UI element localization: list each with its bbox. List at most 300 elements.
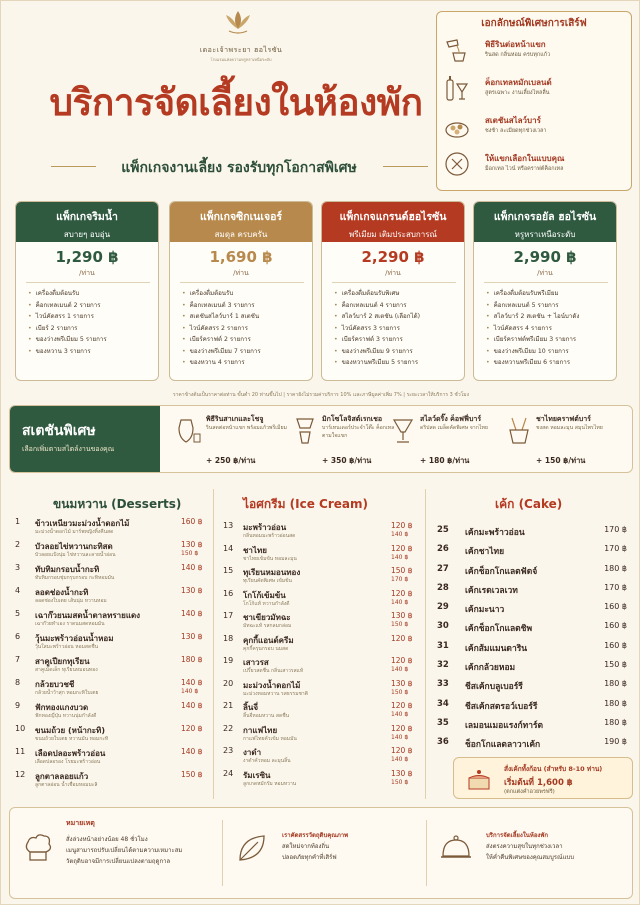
- menu-name: ขนมถ้วย (หน้ากะทิ): [35, 726, 105, 735]
- menu-name: กาแฟไทย: [243, 725, 278, 735]
- menu-number: 24: [223, 768, 234, 778]
- cake-name: เค้กมะนาว: [465, 605, 505, 616]
- cake-name: เค้กเรดเวลเวท: [465, 585, 518, 596]
- cake-number: 27: [437, 563, 449, 574]
- menu-price-alt: 140 ฿: [391, 553, 409, 561]
- menu-desc: ลอดช่องใบเตย เส้นนุ่ม หวานหอม: [35, 598, 107, 604]
- package-items: [28, 288, 156, 357]
- cake-price: 180 ฿: [604, 698, 627, 708]
- menu-number: 21: [223, 701, 234, 710]
- menu-number: 2: [15, 540, 21, 549]
- menu-number: 22: [223, 723, 234, 733]
- menu-name: ฟักทองแกงบวด: [35, 703, 89, 712]
- menu-row: [15, 724, 205, 747]
- menu-desc: ชาไทยเข้มข้น หอมละมุน: [243, 555, 297, 562]
- whole-cake-price: เริ่มต้นที่ 1,600 ฿: [504, 778, 573, 788]
- menu-number: 12: [15, 770, 26, 779]
- menu-desc: ลูกตาลอ่อน น้ำเชื่อมหอมมะลิ: [35, 782, 98, 788]
- package-item: • ค็อกเทลเมนต์ 5 รายการ: [486, 300, 614, 312]
- menu-price-alt: 140 ฿: [391, 598, 409, 606]
- menu-desc: กลิ่นหอมมะพร้าวอ่อนสด: [243, 533, 296, 539]
- menu-price-alt: 170 ฿: [391, 576, 409, 583]
- cake-name: ช็อกโกแลตลาวาเค้ก: [465, 740, 541, 751]
- menu-name: บัวลอยไข่หวานกะทิสด: [35, 542, 113, 551]
- menu-price: 140 ฿: [181, 563, 203, 572]
- note-line: เมนูสามารถปรับเปลี่ยนได้ตามความเหมาะสม: [66, 847, 183, 854]
- brand-name: เดอะเจ้าพระยา ฮอไรซัน: [199, 46, 283, 54]
- menu-desc: เลือดปลอรอง โรยมะพร้าวอ่อน: [35, 759, 101, 765]
- lotus-logo-icon: [223, 9, 253, 37]
- station-price: + 250 ฿/ท่าน: [206, 456, 256, 465]
- package-unit: /ท่าน: [79, 269, 95, 277]
- feature-desc: ม็อกเทล ไวน์ หรือคราฟต์ค็อกเทล: [485, 166, 564, 172]
- menu-price-alt: 140 ฿: [391, 711, 409, 718]
- station-name: มิกโซโลจิสต์เรกเชอ: [322, 415, 383, 423]
- feature-desc: รินสด กลิ่นหอม ครบทุกแก้ว: [485, 52, 551, 58]
- page-subtitle: แพ็กเกจงานเลี้ยง รองรับทุกโอกาสพิเศษ: [121, 160, 357, 176]
- station-price: + 350 ฿/ท่าน: [322, 456, 372, 465]
- package-items: [334, 288, 462, 369]
- menu-number: 10: [15, 724, 26, 733]
- package-header: [170, 202, 312, 242]
- cake-price: 190 ฿: [604, 737, 627, 747]
- package-subtitle: สบายๆ อบอุ่น: [63, 230, 111, 239]
- package-item: • เบียร์คราฟต์ 3 รายการ: [334, 334, 462, 346]
- thai-tea-icon: [506, 416, 532, 446]
- cake-name: เลมอนเมอแรงก์ทาร์ต: [465, 720, 544, 731]
- footer-quality: [224, 808, 424, 898]
- cake-name: ชีสเค้กสตรอว์เบอร์รี: [465, 701, 538, 712]
- package-item: • ไวน์คัดสรร 3 รายการ: [334, 323, 462, 335]
- service-line: บริการจัดเลี้ยงในห้องพัก: [486, 832, 548, 839]
- cake-name: เค้กช็อกโกแลตฟัดจ์: [465, 566, 538, 577]
- cake-number: 31: [437, 640, 449, 651]
- menu-price: 120 ฿: [391, 521, 413, 530]
- menu-name: ลิ้นจี่: [243, 703, 259, 712]
- package-item: • ของหวาน 4 รายการ: [182, 357, 310, 369]
- cake-number: 36: [437, 737, 449, 748]
- package-header: [16, 202, 158, 242]
- cake-icon: [464, 764, 494, 794]
- station-item: [506, 412, 621, 470]
- brand-tagline: โรงแรมแห่งความหรูหราเหนือระดับ: [210, 57, 272, 62]
- menu-price: 130 ฿: [391, 678, 413, 688]
- cake-price: 170 ฿: [604, 525, 627, 534]
- package-unit: /ท่าน: [537, 269, 553, 277]
- menu-number: 11: [15, 747, 26, 756]
- menu-price: 130 ฿: [391, 768, 413, 778]
- package-card: [473, 201, 617, 381]
- menu-name: โกโก้เข้มข้น: [243, 590, 286, 600]
- package-item: • ของหวาน 3 รายการ: [28, 346, 156, 358]
- menu-desc: เฉาก๊วยทำเอง ราดนมสดหอมมัน: [35, 621, 105, 627]
- menu-name: ชาเขียวมัทฉะ: [243, 613, 291, 622]
- package-subtitle: สมดุล ครบครัน: [214, 230, 268, 239]
- package-item: • ไวน์คัดสรร 2 รายการ: [182, 323, 310, 335]
- menu-name: งาดำ: [243, 748, 262, 757]
- menu-desc: กาแฟไทยคั่วเข้ม หอมมัน: [243, 735, 297, 742]
- menu-number: 7: [15, 655, 21, 664]
- menu-name: เลือดปลอะพร้าวอ่อน: [35, 749, 106, 758]
- package-item: • ของหวานพรีเมียม 6 รายการ: [486, 357, 614, 369]
- menu-name: ชาไทย: [243, 545, 267, 555]
- quality-list: [282, 830, 348, 863]
- menu-number: 18: [223, 633, 234, 643]
- cocktail-icon: [443, 74, 471, 102]
- package-card: [15, 201, 159, 381]
- cake-row: [437, 660, 627, 679]
- menu-desc: มะม่วงน้ำดอกไม้ มาร์พหญิงทิ้งคืนสด: [35, 529, 114, 535]
- menu-number: 5: [15, 609, 21, 618]
- note-line: สั่งล่วงหน้าอย่างน้อย 48 ชั่วโมง: [66, 836, 148, 843]
- menu-number: 23: [223, 746, 234, 755]
- menu-number: 19: [223, 656, 234, 665]
- menu-desc: วุ้นใสมะพร้าวอ่อน หอมสดชื่น: [35, 644, 99, 650]
- package-item: • เครื่องดื่มต้อนรับ: [182, 288, 310, 300]
- footer-notes: [10, 808, 220, 898]
- stations-label: [10, 406, 160, 472]
- icecream-heading: [243, 493, 368, 511]
- menu-desc: ทับทิมกรอบชุ่มกรุบกรอบ กะทิหอมมัน: [35, 575, 115, 581]
- package-divider: [332, 282, 456, 283]
- package-item: • เครื่องดื่มต้อนรับ: [28, 288, 156, 300]
- cake-price: 160 ฿: [604, 621, 627, 631]
- service-line: ให้ค่ำคืนพิเศษของคุณสมบูรณ์แบบ: [486, 854, 575, 861]
- desserts-heading: [53, 493, 181, 511]
- special-stations: [9, 405, 633, 473]
- menu-price-alt: 150 ฿: [181, 550, 199, 557]
- menu-name: วุ้นมะพร้าวอ่อนน้ำหอม: [35, 634, 114, 643]
- footer: [9, 807, 633, 899]
- menu-price: 130 ฿: [181, 586, 203, 595]
- menu-row: [223, 656, 419, 679]
- package-header: [474, 202, 616, 242]
- cake-name: เค้กมะพร้าวอ่อน: [465, 528, 525, 538]
- menu-desc: คุกกี้ครุนกรอบ นมสด: [243, 645, 289, 652]
- menu-price: 120 ฿: [391, 701, 413, 710]
- menu-name: ทุเรียนหมอนทอง: [243, 568, 301, 577]
- menu-name: เสาวรส: [243, 658, 269, 667]
- station-price: + 180 ฿/ท่าน: [420, 456, 470, 465]
- menu-desc: โกโก้แท้ หวานกำลังดี: [243, 600, 290, 607]
- package-name: แพ็กเกจแกรนด์ฮอไรซัน: [339, 211, 447, 223]
- feature-item: [443, 72, 627, 108]
- package-subtitle: พรีเมียม เติมประสบการณ์: [349, 230, 437, 239]
- cake-row: [437, 544, 627, 563]
- package-item: • ไวน์คัดสรร 1 รายการ: [28, 311, 156, 323]
- station-name: ชาไทยคราฟต์บาร์: [536, 415, 591, 423]
- cake-price: 180 ฿: [604, 679, 627, 689]
- whole-cake-box: [453, 757, 633, 799]
- menu-number: 20: [223, 678, 234, 688]
- package-item: • สไลว์บาร์ 2 สเตชัน (เลือกได้): [334, 311, 462, 323]
- menu-price: 120 ฿: [391, 656, 413, 665]
- package-item: • ค็อกเทลเมนต์ 3 รายการ: [182, 300, 310, 312]
- package-item: • ของว่างพรีเมียม 9 รายการ: [334, 346, 462, 358]
- menu-price: 130 ฿: [181, 540, 203, 549]
- menu-desc: ลิ้นจี่หอมหวาน สดชื่น: [243, 713, 290, 719]
- feature-name: สเตชันสไลว์บาร์: [485, 116, 541, 125]
- choice-icon: [443, 150, 471, 178]
- menu-number: 13: [223, 521, 234, 530]
- notes-list: [66, 834, 182, 867]
- station-desc: ชงสด หอมละมุน สมุนไพรไทย: [536, 425, 603, 431]
- station-name: พิธีรินสาเกและโชจู: [206, 415, 264, 423]
- menu-row: [223, 769, 419, 792]
- menu-desc: ลูกเกดหมักรัม หอมหวาน: [243, 780, 297, 787]
- menu-price-alt: 140 ฿: [391, 733, 409, 741]
- package-unit: /ท่าน: [385, 269, 401, 277]
- menu-number: 9: [15, 701, 21, 710]
- menu-row: [223, 634, 419, 657]
- cake-price: 160 ฿: [604, 602, 627, 612]
- coffee-icon: [390, 416, 416, 446]
- feature-item: [443, 148, 627, 184]
- quality-line: สดใหม่จากท้องถิ่น: [282, 843, 330, 850]
- pouring-icon: [443, 36, 471, 64]
- cake-title: เค้ก (Cake): [495, 497, 563, 511]
- package-header: [322, 202, 464, 242]
- package-name: แพ็กเกจริมน้ำ: [56, 211, 118, 223]
- menu-row: [15, 609, 205, 632]
- cake-name: เค้กกล้วยหอม: [465, 663, 516, 674]
- menu-desc: มะม่วงหอมหวาน รสธรรมชาติ: [243, 690, 308, 697]
- menu-row: [223, 589, 419, 612]
- menu-price-alt: 150 ฿: [391, 688, 409, 696]
- package-unit: /ท่าน: [233, 269, 249, 277]
- cake-row: [437, 641, 627, 660]
- feature-name: พิธีรินต่อหน้าแขก: [485, 40, 546, 49]
- cake-row: [437, 583, 627, 602]
- menu-name: สาคูเปียกทุเรียน: [35, 657, 90, 666]
- cake-row: [437, 564, 627, 583]
- menu-row: [15, 747, 205, 770]
- menu-row: [15, 701, 205, 724]
- package-item: • ของหวานพรีเมียม 5 รายการ: [334, 357, 462, 369]
- menu-price: 120 ฿: [391, 633, 413, 643]
- cake-price: 170 ฿: [604, 544, 627, 554]
- menu-row: [223, 611, 419, 634]
- feature-desc: สูตรเฉพาะ งานเลี้ยงไหลลื่น: [485, 90, 550, 96]
- package-item: • เบียร์คราฟต์พรีเมียม 3 รายการ: [486, 334, 614, 346]
- stations-title: สเตชันพิเศษ: [22, 423, 96, 439]
- menu-desc: เปรี้ยวสดชื่น กลิ่นเสาวรสแท้: [243, 668, 304, 674]
- menu-desc: ขนมถ้วยใบเตย หวานมัน หอมกะทิ: [35, 736, 109, 742]
- cake-number: 35: [437, 717, 449, 728]
- footer-service: [428, 808, 632, 898]
- column-divider: [213, 489, 214, 799]
- menu-desc: บัวลอยแป้งนุ่ม ไข่หวานละลายน้ำอ่อน: [35, 552, 116, 558]
- menu-row: [15, 655, 205, 678]
- menu-price-alt: 140 ฿: [391, 756, 409, 763]
- cake-row: [437, 718, 627, 737]
- page-title: บริการจัดเลี้ยงในห้องพัก: [49, 80, 423, 124]
- menu-row: [15, 586, 205, 609]
- desserts-title: ขนมหวาน (Desserts): [53, 497, 182, 511]
- package-item: • ค็อกเทลเมนต์ 4 รายการ: [334, 300, 462, 312]
- menu-row: [223, 544, 419, 567]
- menu-name: ลูกตาลลอยแก้ว: [35, 772, 89, 781]
- package-item: • ของว่างพรีเมียม 5 รายการ: [28, 334, 156, 346]
- menu-desc: สาคูเม็ดเล็ก ทุเรียนหมอนทอง: [35, 667, 98, 673]
- cake-heading: [495, 493, 562, 511]
- stations-subtitle: เลือกเพิ่มตามสไตล์งานของคุณ: [22, 445, 115, 453]
- cake-price: 180 ฿: [604, 563, 627, 573]
- cake-number: 26: [437, 544, 449, 555]
- menu-price: 140 ฿: [181, 701, 203, 710]
- cake-name: เค้กช็อกโกแลตชิพ: [465, 624, 533, 635]
- package-item: • ของว่างพรีเมียม 10 รายการ: [486, 346, 614, 358]
- package-card: [321, 201, 465, 381]
- menu-number: 6: [15, 632, 21, 641]
- menu-price: 120 ฿: [181, 724, 203, 733]
- whole-cake-title: สั่งเค้กทั้งก้อน (สำหรับ 8-10 ท่าน): [504, 765, 603, 773]
- menu-price-alt: 150 ฿: [391, 621, 409, 628]
- menu-number: 4: [15, 586, 21, 595]
- menu-name: ข้าวเหนียวมะม่วงน้ำดอกไม้: [35, 519, 130, 528]
- cake-number: 28: [437, 582, 449, 593]
- column-divider: [425, 489, 426, 799]
- package-subtitle: หรูหราเหนือระดับ: [514, 230, 576, 239]
- menu-number: 15: [223, 566, 234, 575]
- menu-row: [15, 678, 205, 701]
- icecream-list: [223, 521, 419, 791]
- menu-price: 140 ฿: [181, 747, 203, 756]
- icecream-title: ไอศกรีม (Ice Cream): [243, 497, 368, 511]
- service-list: [486, 830, 574, 863]
- package-price: 2,990 ฿: [513, 248, 577, 266]
- desserts-list: [15, 517, 205, 793]
- station-name: สไลว์ดริ๊ง ค็อฟฟี่บาร์: [420, 415, 482, 423]
- menu-price: 120 ฿: [391, 746, 413, 755]
- package-items: [486, 288, 614, 369]
- quality-line: ปลอดภัยทุกคำที่เสิร์ฟ: [282, 854, 337, 861]
- menu-name: เฉาก๊วยนมสดน้ำตาลทรายแดง: [35, 611, 141, 620]
- menu-price-alt: 140 ฿: [391, 531, 409, 538]
- station-desc: บาร์เทนเดอร์ประจำโต๊ะ ค็อกเทลตามใจแขก: [322, 425, 395, 439]
- notes-title: หมายเหตุ: [66, 819, 95, 827]
- station-desc: ดริปสด เมล็ดคัดพิเศษ จากไทย: [420, 425, 488, 431]
- sake-icon: [176, 416, 202, 446]
- features-box: [436, 11, 632, 191]
- mixology-icon: [292, 416, 318, 446]
- menu-row: [223, 521, 419, 544]
- cake-row: [437, 737, 627, 756]
- package-item: • สเตชันสไลว์บาร์ 1 สเตชัน: [182, 311, 310, 323]
- menu-desc: ทุเรียนคัดพิเศษ เข้มข้น: [243, 578, 292, 584]
- menu-row: [223, 679, 419, 702]
- menu-row: [223, 566, 419, 589]
- service-line: ส่งตรงความสุขในทุกช่วงเวลา: [486, 843, 563, 850]
- package-price: 1,690 ฿: [209, 248, 273, 266]
- cake-price: 180 ฿: [604, 717, 627, 727]
- cake-price: 150 ฿: [604, 660, 627, 670]
- package-divider: [484, 282, 608, 283]
- menu-price-alt: 150 ฿: [391, 778, 409, 786]
- cloche-icon: [438, 830, 474, 866]
- quality-line: เราคัดสรรวัตถุดิบคุณภาพ: [282, 832, 349, 839]
- station-desc: รินสดต่อหน้าแขก พร้อมแก้วพรีเมียม: [206, 425, 287, 431]
- menu-price: 180 ฿: [181, 655, 203, 664]
- menu-name: ลอดช่องน้ำกะทิ: [35, 588, 89, 597]
- package-item: • ของว่างพรีเมียม 7 รายการ: [182, 346, 310, 358]
- menu-row: [223, 746, 419, 769]
- menu-number: 16: [223, 588, 234, 598]
- station-item: [390, 412, 505, 470]
- menu-name: ทับทิมกรอบน้ำกะทิ: [35, 565, 100, 574]
- menu-price-alt: 140 ฿: [391, 666, 409, 673]
- footer-divider: [222, 820, 223, 886]
- menu-name: มะม่วงน้ำดอกไม้: [243, 680, 301, 690]
- cake-name: เค้กส้มแมนดาริน: [465, 643, 528, 654]
- menu-price: 150 ฿: [181, 770, 203, 779]
- cake-name: เค้กชาไทย: [465, 547, 505, 558]
- menu-desc: งาดำคั่วหอม ละมุนลิ้น: [243, 758, 291, 764]
- menu-number: 14: [223, 543, 234, 553]
- note-line: วัตถุดิบอาจมีการเปลี่ยนแปลงตามฤดูกาล: [66, 858, 171, 865]
- feature-item: [443, 110, 627, 146]
- cake-list: [437, 525, 627, 757]
- menu-price: 140 ฿: [181, 609, 203, 618]
- menu-row: [15, 517, 205, 540]
- cake-row: [437, 525, 627, 544]
- chef-hat-icon: [20, 830, 56, 866]
- menu-number: 3: [15, 563, 21, 572]
- menu-price: 150 ฿: [391, 566, 413, 575]
- menu-number: 8: [15, 678, 21, 687]
- package-item: • เครื่องดื่มต้อนรับพรีเมียม: [486, 288, 614, 300]
- cake-row: [437, 602, 627, 621]
- feature-item: [443, 34, 627, 70]
- station-price: + 150 ฿/ท่าน: [536, 456, 586, 465]
- cake-number: 25: [437, 525, 449, 535]
- menu-price-alt: 140 ฿: [181, 688, 199, 695]
- cake-row: [437, 621, 627, 640]
- menu-price: 130 ฿: [391, 611, 413, 620]
- package-price: 2,290 ฿: [361, 248, 425, 266]
- station-item: [176, 412, 291, 470]
- menu-price: 120 ฿: [391, 543, 413, 553]
- cake-number: 32: [437, 660, 449, 671]
- live-bar-icon: [443, 112, 471, 140]
- feature-name: ค็อกเทลหมักเบลนด์: [485, 78, 552, 87]
- cake-price: 170 ฿: [604, 582, 627, 592]
- menu-row: [15, 632, 205, 655]
- package-item: • ค็อกเทลเมนต์ 2 รายการ: [28, 300, 156, 312]
- footer-divider: [426, 820, 427, 886]
- package-name: แพ็กเกจซิกเนเจอร์: [199, 211, 283, 223]
- subtitle-divider-right: [383, 166, 428, 167]
- menu-number: 1: [15, 517, 21, 526]
- package-card: [169, 201, 313, 381]
- package-price: 1,290 ฿: [55, 248, 119, 266]
- menu-row: [15, 540, 205, 563]
- features-title: เอกลักษณ์พิเศษการเสิร์ฟ: [481, 18, 587, 29]
- package-item: • สไลว์บาร์ 2 สเตชัน + ไอน์บาดัง: [486, 311, 614, 323]
- menu-price: 130 ฿: [181, 632, 203, 641]
- menu-number: 17: [223, 611, 234, 620]
- menu-row: [223, 701, 419, 724]
- menu-price: 160 ฿: [181, 517, 203, 526]
- menu-price: 120 ฿: [391, 723, 413, 733]
- cake-price: 160 ฿: [604, 640, 627, 650]
- menu-name: มะพร้าวอ่อน: [243, 523, 287, 532]
- menu-name: คุกกี้แอนด์ครีม: [243, 635, 294, 645]
- leaf-icon: [234, 830, 270, 866]
- cake-number: 34: [437, 698, 449, 709]
- menu-row: [223, 724, 419, 747]
- menu-row: [15, 563, 205, 586]
